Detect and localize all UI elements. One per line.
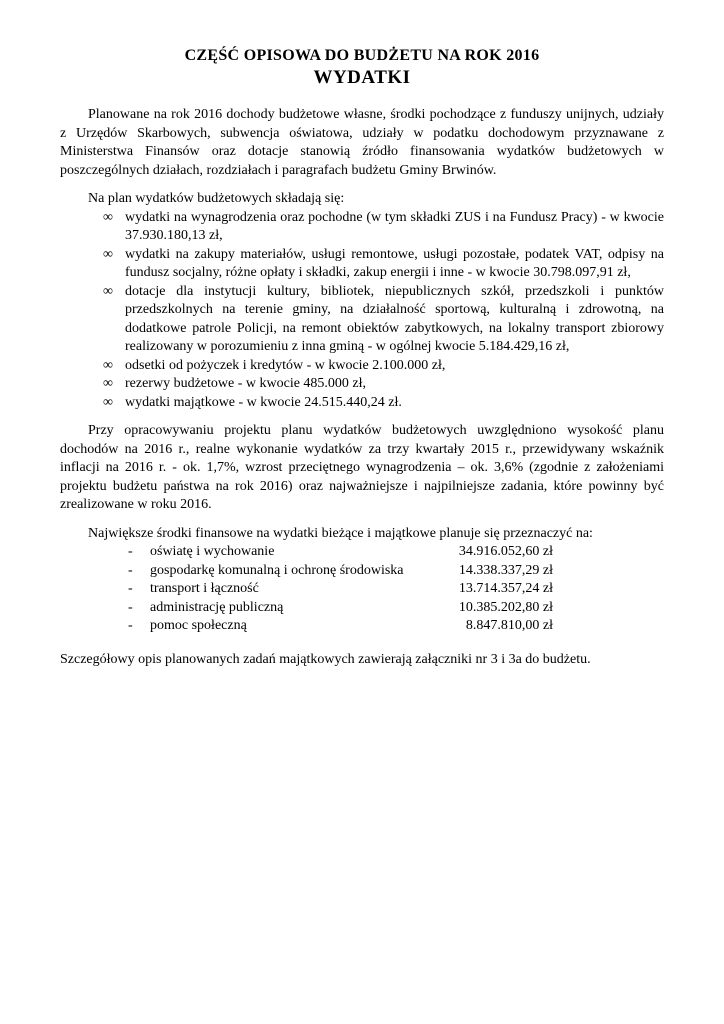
list-item <box>60 283 664 357</box>
allocation-amount: 10.385.202,80 zł <box>458 599 553 615</box>
list-item-text: rezerwy budżetowe - w kwocie 485.000 zł, <box>125 376 367 391</box>
allocation-row <box>128 562 553 581</box>
allocation-label: oświatę i wychowanie <box>150 544 275 559</box>
allocation-label: gospodarkę komunalną i ochronę środowiska <box>150 562 404 578</box>
allocation-amount: 13.714.357,24 zł <box>458 581 553 596</box>
dash-bullet-icon: - <box>128 544 133 559</box>
allocations-intro: Największe środki finansowe na wydatki bieżące i majątkowe planuje się przeznaczyć na: <box>88 525 593 541</box>
infinity-bullet-icon: ∞ <box>103 357 113 373</box>
allocations-list <box>60 543 664 636</box>
list-item <box>60 394 664 413</box>
expense-bullet-list <box>60 209 664 413</box>
list-item <box>60 375 664 394</box>
allocation-row <box>128 599 553 618</box>
infinity-bullet-icon: ∞ <box>103 209 113 225</box>
infinity-bullet-icon: ∞ <box>103 376 113 391</box>
assumptions-paragraph: Przy opracowywaniu projektu planu wydatków budżetowych uwzględniono wysokość planu dochodów na 2016 r., realne wykonanie wydatków za trzy kwartały 2015 r., przewidywany wskaźnik inflacji na 2016 r. - ok. 1,7%, wzrost przeciętnego wynagrodzenia – ok. 3,6% (zgodnie z założeniami projektu budżetu państwa na rok 2016) oraz najważniejsze i najpilniejsze zadania, które powinny być zrealizowane w roku 2016. <box>60 423 664 512</box>
expense-list-intro: Na plan wydatków budżetowych składają się: <box>88 191 345 206</box>
allocation-amount: 8.847.810,00 zł <box>465 618 553 633</box>
dash-bullet-icon: - <box>128 562 133 578</box>
closing-paragraph: Szczegółowy opis planowanych zadań majątkowych zawierają załączniki nr 3 i 3a do budżetu. <box>60 651 591 667</box>
list-item-text: wydatki na zakupy materiałów, usługi remontowe, usługi pozostałe, podatek VAT, odpisy na fundusz socjalny, różne opłaty i składki, zakup energii i inne - w kwocie 30.798.097,91 zł, <box>125 246 664 280</box>
list-item-text: dotacje dla instytucji kultury, bibliotek, niepublicznych szkół, przedszkoli i punktów przedszkolnych na terenie gminy, na działalność sportową, kulturalną i zdrowotną, na dodatkowe patrole Policji, na remont obiektów zabytkowych, na lokalny transport zbiorowy realizowany w porozumieniu z inna gminą - w ogólnej kwocie 5.184.429,16 zł, <box>125 283 664 354</box>
dash-bullet-icon: - <box>128 581 133 596</box>
infinity-bullet-icon: ∞ <box>103 394 113 410</box>
infinity-bullet-icon: ∞ <box>103 246 113 262</box>
allocation-amount: 34.916.052,60 zł <box>458 544 553 559</box>
dash-bullet-icon: - <box>128 618 133 633</box>
list-item-text: wydatki na wynagrodzenia oraz pochodne (w tym składki ZUS i na Fundusz Pracy) - w kwocie 37.930.180,13 zł, <box>125 209 664 243</box>
allocation-label: transport i łączność <box>150 581 259 596</box>
document-title: CZĘŚĆ OPISOWA DO BUDŻETU NA ROK 2016 <box>184 47 540 64</box>
list-item <box>60 246 664 283</box>
list-item <box>60 357 664 376</box>
list-item-text: wydatki majątkowe - w kwocie 24.515.440,24 zł. <box>125 394 402 410</box>
infinity-bullet-icon: ∞ <box>103 283 113 299</box>
document-subtitle: WYDATKI <box>313 67 411 88</box>
allocation-label: administrację publiczną <box>150 599 284 615</box>
list-item-text: odsetki od pożyczek i kredytów - w kwocie 2.100.000 zł, <box>125 357 446 373</box>
allocation-row <box>128 543 553 562</box>
allocation-row <box>128 617 553 636</box>
list-item <box>60 209 664 246</box>
intro-paragraph: Planowane na rok 2016 dochody budżetowe własne, środki pochodzące z funduszy unijnych, udziały z Urzędów Skarbowych, subwencja oświatowa, udziały w podatku dochodowym przyznawane z Ministerstwa Finansów oraz dotacje stanowią źródło finansowania wydatków budżetowych w poszczególnych działach, rozdziałach i paragrafach budżetu Gminy Brwinów. <box>60 107 664 178</box>
allocation-amount: 14.338.337,29 zł <box>458 562 553 578</box>
allocation-row <box>128 580 553 599</box>
allocation-label: pomoc społeczną <box>150 618 247 633</box>
dash-bullet-icon: - <box>128 599 133 615</box>
